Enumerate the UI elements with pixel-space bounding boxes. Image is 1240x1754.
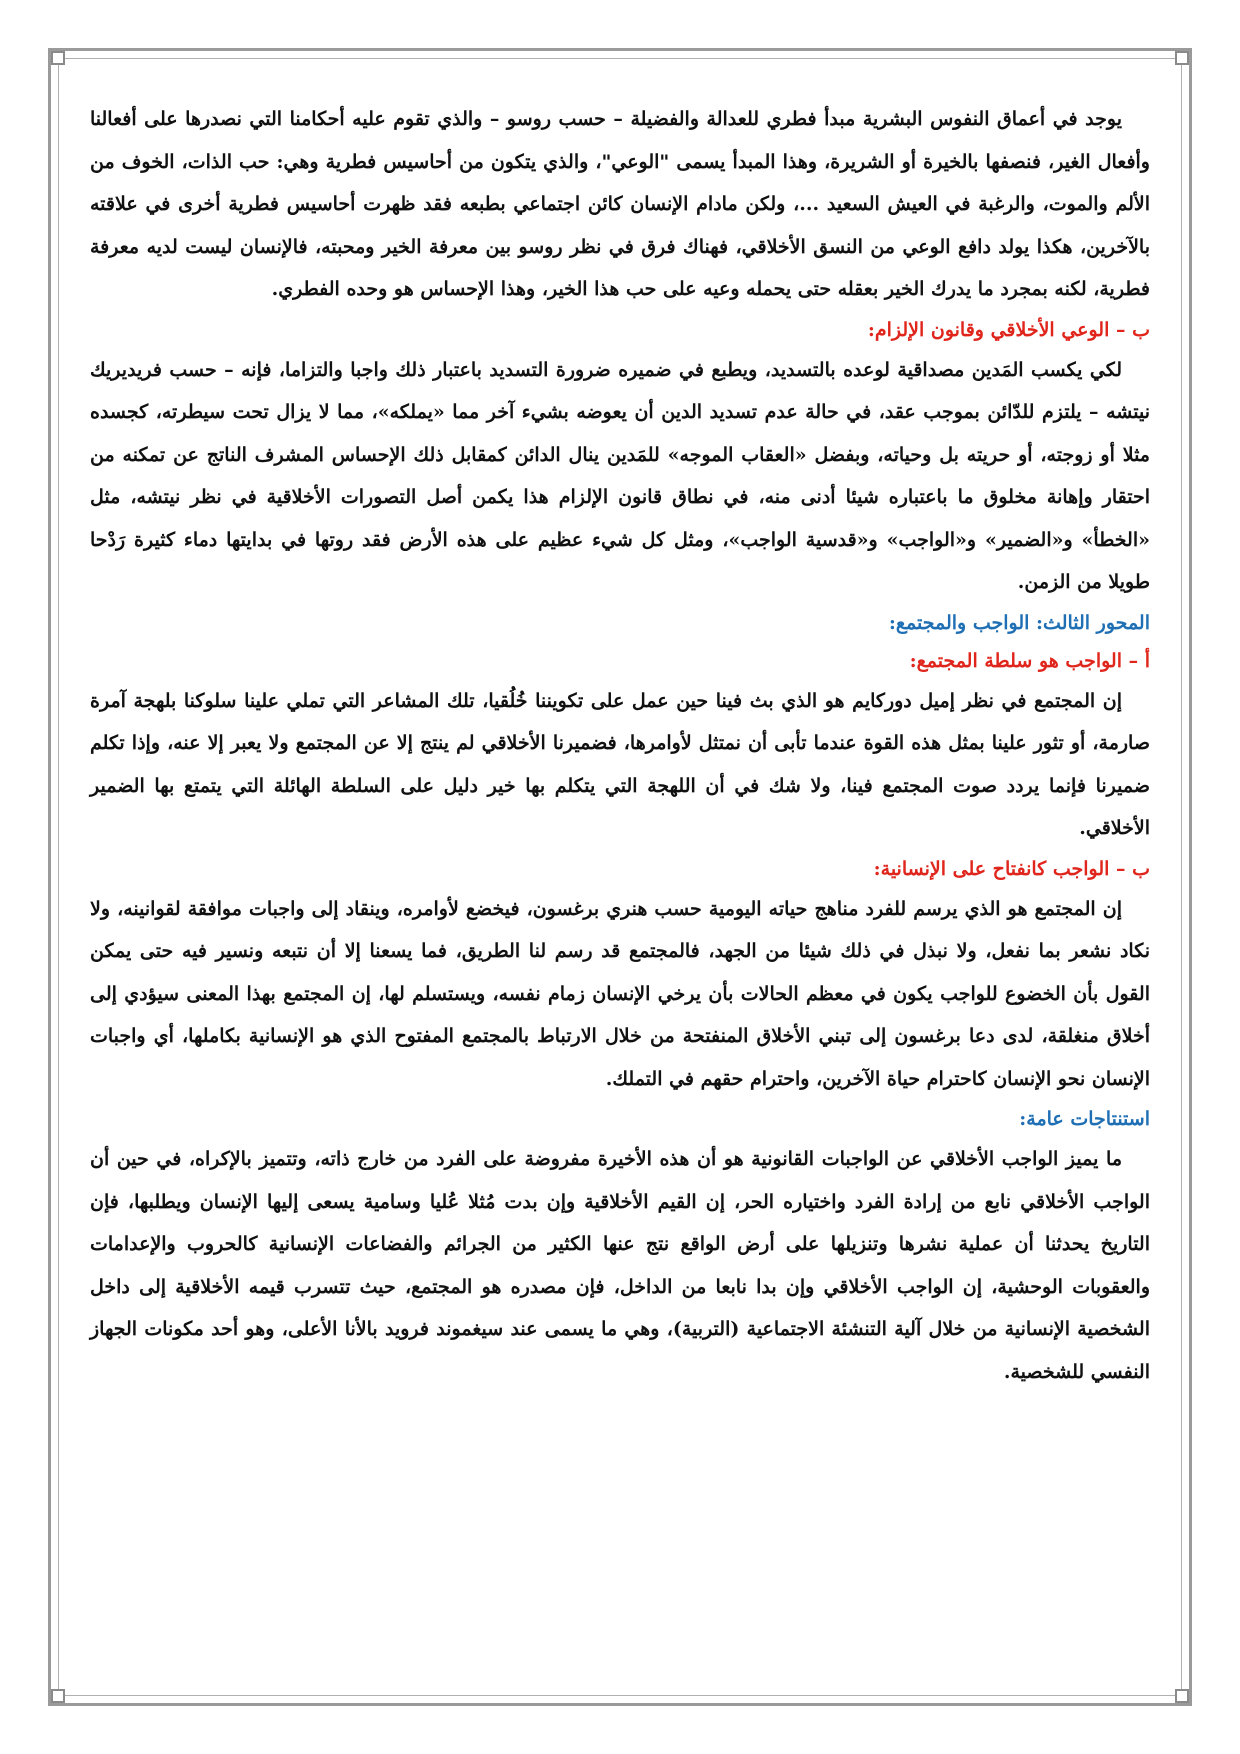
document-body <box>90 98 1150 1393</box>
corner-ornament-top-left <box>51 51 65 65</box>
paragraph-rousseau: يوجد في أعماق النفوس البشرية مبدأ فطري للعدالة والفضيلة – حسب روسو – والذي تقوم عليه أحكامنا التي نصدرها على أفعالنا وأفعال الغير، فنصفها بالخيرة أو الشريرة، وهذا المبدأ يسمى "الوعي"، والذي يتكون من أحاسيس فطرية وهي: حب الذات، الخوف من الألم والموت، والرغبة في العيش السعيد ...، ولكن مادام الإنسان كائن اجتماعي بطبعه فقد ظهرت أحاسيس فطرية أخرى في علاقته بالآخرين، هكذا يولد دافع الوعي من النسق الأخلاقي، فهناك فرق في نظر روسو بين معرفة الخير ومحبته، فالإنسان ليست لديه معرفة فطرية، لكنه بمجرد ما يدرك الخير بعقله حتى يحمله وعيه على حب هذا الخير، وهذا الإحساس هو وحده الفطري. <box>90 108 1150 300</box>
heading-general-conclusions: استنتاجات عامة: <box>1019 1108 1150 1130</box>
heading-axis-three: المحور الثالث: الواجب والمجتمع: <box>888 611 1150 634</box>
corner-ornament-bottom-right <box>1175 1689 1189 1703</box>
paragraph-nietzsche: لكي يكسب المَدين مصداقية لوعده بالتسديد، ويطبع في ضميره ضرورة التسديد باعتبار ذلك واجبا والتزاما، فإنه – حسب فريديريك نيتشه – يلتزم للدّائن بموجب عقد، في حالة عدم تسديد الدين أن يعوضه بشيء آخر مما «يملكه»، مما لا يزال تحت سيطرته، كجسده مثلا أو زوجته، أو حريته بل وحياته، وبفضل «العقاب الموجه» للمَدين ينال الدائن كمقابل ذلك الإحساس المشرف الناتج عن تمكنه من احتقار وإهانة مخلوق ما باعتباره شيئا أدنى منه، في نطاق قانون الإلزام هذا يكمن أصل التصورات الأخلاقية في نظر نيتشه، مثل «الخطأ» و«الضمير» و«الواجب» و«قدسية الواجب»، ومثل كل شيء عظيم على هذه الأرض فقد روتها في بدايتها دماء كثيرة رَدْحا طويلا من الزمن. <box>90 358 1150 593</box>
corner-ornament-bottom-left <box>51 1689 65 1703</box>
paragraph-durkheim: إن المجتمع في نظر إميل دوركايم هو الذي بث فينا حين عمل على تكويننا خُلُقيا، تلك المشاعر التي تملي علينا سلوكنا بلهجة آمرة صارمة، أو تثور علينا بمثل هذه القوة عندما تأبى أن نمتثل لأوامرها، فضميرنا الأخلاقي لم ينتج إلا عن المجتمع ولا يعبر إلا عنه، وإذا تكلم ضميرنا فإنما يردد صوت المجتمع فينا، ولا شك في أن اللهجة التي يتكلم بها خير دليل على السلطة الهائلة التي يتمتع بها الضمير الأخلاقي. <box>90 689 1150 839</box>
heading-duty-society-authority: أ – الواجب هو سلطة المجتمع: <box>909 649 1150 672</box>
paragraph-conclusions: ما يميز الواجب الأخلاقي عن الواجبات القانونية هو أن هذه الأخيرة مفروضة على الفرد من خارج ذاته، وتتميز بالإكراه، في حين أن الواجب الأخلاقي نابع من إرادة الفرد واختياره الحر، إن القيم الأخلاقية وإن بدت مُثلا عُليا وسامية يسعى إليها الإنسان ويطلبها، فإن التاريخ يحدثنا أن عملية نشرها وتنزيلها على أرض الواقع نتج عنها الكثير من الجرائم والفضاعات الإنسانية كالحروب والإعدامات والعقوبات الوحشية، إن الواجب الأخلاقي وإن بدا نابعا من الداخل، فإن مصدره هو المجتمع، حيث تتسرب قيمه الأخلاقية إلى داخل الشخصية الإنسانية من خلال آلية التنشئة الاجتماعية (التربية)، وهي ما يسمى عند سيغموند فرويد بالأنا الأعلى، وهو أحد مكونات الجهاز النفسي للشخصية. <box>90 1148 1150 1383</box>
heading-duty-openness-humanity: ب – الواجب كانفتاح على الإنسانية: <box>873 857 1150 880</box>
heading-moral-conscience-obligation: ب – الوعي الأخلاقي وقانون الإلزام: <box>867 318 1150 341</box>
corner-ornament-top-right <box>1175 51 1189 65</box>
paragraph-bergson: إن المجتمع هو الذي يرسم للفرد مناهج حياته اليومية حسب هنري برغسون، فيخضع لأوامره، وينقاد إلى واجبات موافقة لقوانينه، ولا نكاد نشعر بما نفعل، ولا نبذل في ذلك شيئا من الجهد، فالمجتمع قد رسم لنا الطريق، فما يسعنا إلا أن نتبعه ونسير فيه حتى يمكن القول بأن الخضوع للواجب يكون في معظم الحالات بأن يرخي الإنسان زمام نفسه، ويستسلم لها، إن المجتمع بهذا المعنى سيؤدي إلى أخلاق منغلقة، لدى دعا برغسون إلى تبني الأخلاق المنفتحة من خلال الارتباط بالمجتمع المفتوح الذي هو الإنسانية بكاملها، أي واجبات الإنسان نحو الإنسان كاحترام حياة الآخرين، واحترام حقهم في التملك. <box>90 897 1150 1090</box>
